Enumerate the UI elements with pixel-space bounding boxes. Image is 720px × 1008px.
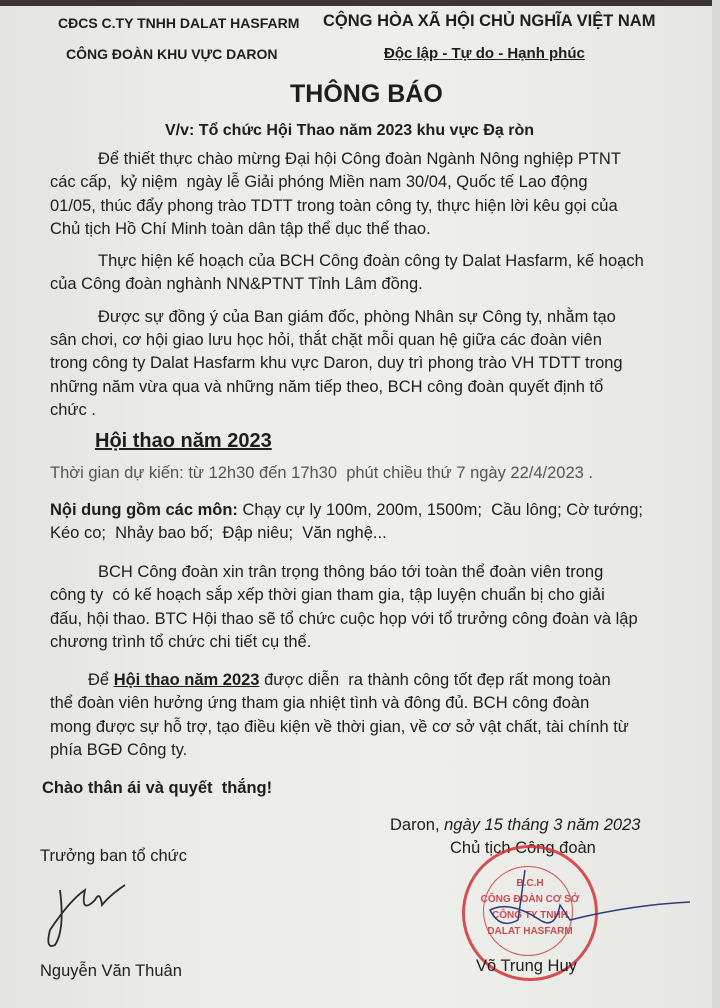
text-line: BCH Công đoàn xin trân trọng thông báo tới toàn thể đoàn viên trong <box>98 563 604 581</box>
text-line: chương trình tổ chức chi tiết cụ thể. <box>50 633 312 651</box>
text-line: 01/05, thúc đẩy phong trào TDTT trong toàn công ty, thực hiện lời kêu gọi của <box>50 197 618 215</box>
date-text: ngày 15 tháng 3 năm 2023 <box>444 816 641 834</box>
text-line: chức . <box>50 401 96 419</box>
nation-line-1: CỘNG HÒA XÃ HỘI CHỦ NGHĨA VIỆT NAM <box>323 12 656 30</box>
document-subject: V/v: Tổ chức Hội Thao năm 2023 khu vực Đạ ròn <box>165 122 535 139</box>
nation-line-2: Độc lập - Tự do - Hạnh phúc <box>384 45 585 62</box>
content-line-1 <box>50 501 643 520</box>
text-line: đấu, hội thao. BTC Hội thao sẽ tổ chức cuộc họp với tổ trưởng công đoàn và lập <box>50 610 638 628</box>
event-heading: Hội thao năm 2023 <box>95 430 272 452</box>
content-sports: Chạy cự ly 100m, 200m, 1500m; Cầu lông; Cờ tướng; <box>237 501 644 519</box>
text-line: sân chơi, cơ hội giao lưu học hỏi, thắt chặt mỗi quan hệ giữa các đoàn viên <box>50 331 602 349</box>
text-span: được diễn ra thành công tốt đẹp rất mong toàn <box>259 671 611 689</box>
text-line: phía BGĐ Công ty. <box>50 741 188 759</box>
text-line: của Công đoàn nghành NN&PTNT Tỉnh Lâm đồng. <box>50 275 423 293</box>
event-name-bold: Hội thao năm 2023 <box>113 671 260 689</box>
seal-text: CÔNG TY TNHH <box>492 910 568 921</box>
right-signer-role: Chủ tịch Công đoàn <box>450 839 596 857</box>
left-signer-name: Nguyễn Văn Thuân <box>40 962 182 980</box>
text-line: những năm vừa qua và những năm tiếp theo, BCH công đoàn quyết định tổ <box>50 378 604 396</box>
text-line: trong công ty Dalat Hasfarm khu vực Daron, duy trì phong trào VH TDTT trong <box>50 354 623 372</box>
date-line <box>390 816 640 835</box>
text-line: công ty có kế hoạch sắp xếp thời gian tham gia, tập luyện chuẩn bị cho giải <box>50 586 605 604</box>
text-line: Để thiết thực chào mừng Đại hội Công đoàn Ngành Nông nghiệp PTNT <box>98 150 621 168</box>
text-line <box>88 671 611 690</box>
right-signature <box>470 860 700 940</box>
closing-line: Chào thân ái và quyết thắng! <box>42 779 273 797</box>
org-line-1: CĐCS C.TY TNHH DALAT HASFARM <box>58 15 300 31</box>
content-line-2: Kéo co; Nhảy bao bố; Đập niêu; Văn nghệ... <box>50 524 387 542</box>
seal-text: B.C.H <box>516 878 544 889</box>
seal-text: DALAT HASFARM <box>487 926 573 937</box>
seal-text: CÔNG ĐOÀN CƠ SỞ <box>480 894 580 905</box>
left-signer-role: Trưởng ban tổ chức <box>40 847 187 865</box>
right-signer-name: Võ Trung Huy <box>476 957 577 975</box>
content-label: Nội dung gồm các môn: <box>50 501 238 519</box>
paper-edge <box>712 0 720 1008</box>
text-line: các cấp, kỷ niệm ngày lễ Giải phóng Miền nam 30/04, Quốc tế Lao động <box>50 173 588 191</box>
document-title: THÔNG BÁO <box>290 80 443 108</box>
text-line: Được sự đồng ý của Ban giám đốc, phòng Nhân sự Công ty, nhằm tạo <box>98 308 616 326</box>
text-line: Thực hiện kế hoạch của BCH Công đoàn công ty Dalat Hasfarm, kế hoạch <box>98 252 644 270</box>
text-line: thể đoàn viên hưởng ứng tham gia nhiệt tình và đông đủ. BCH công đoàn <box>50 694 590 712</box>
text-line: mong được sự hỗ trợ, tạo điều kiện về thời gian, về cơ sở vật chất, tài chính từ <box>50 718 629 736</box>
event-time: Thời gian dự kiến: từ 12h30 đến 17h30 phút chiều thứ 7 ngày 22/4/2023 . <box>50 464 594 482</box>
org-line-2: CÔNG ĐOÀN KHU VỰC DARON <box>66 46 278 62</box>
text-line: Chủ tịch Hồ Chí Minh toàn dân tập thể dục thể thao. <box>50 220 431 238</box>
left-signature <box>40 870 160 960</box>
text-span: Để <box>88 671 114 689</box>
date-place: Daron, <box>390 816 445 834</box>
